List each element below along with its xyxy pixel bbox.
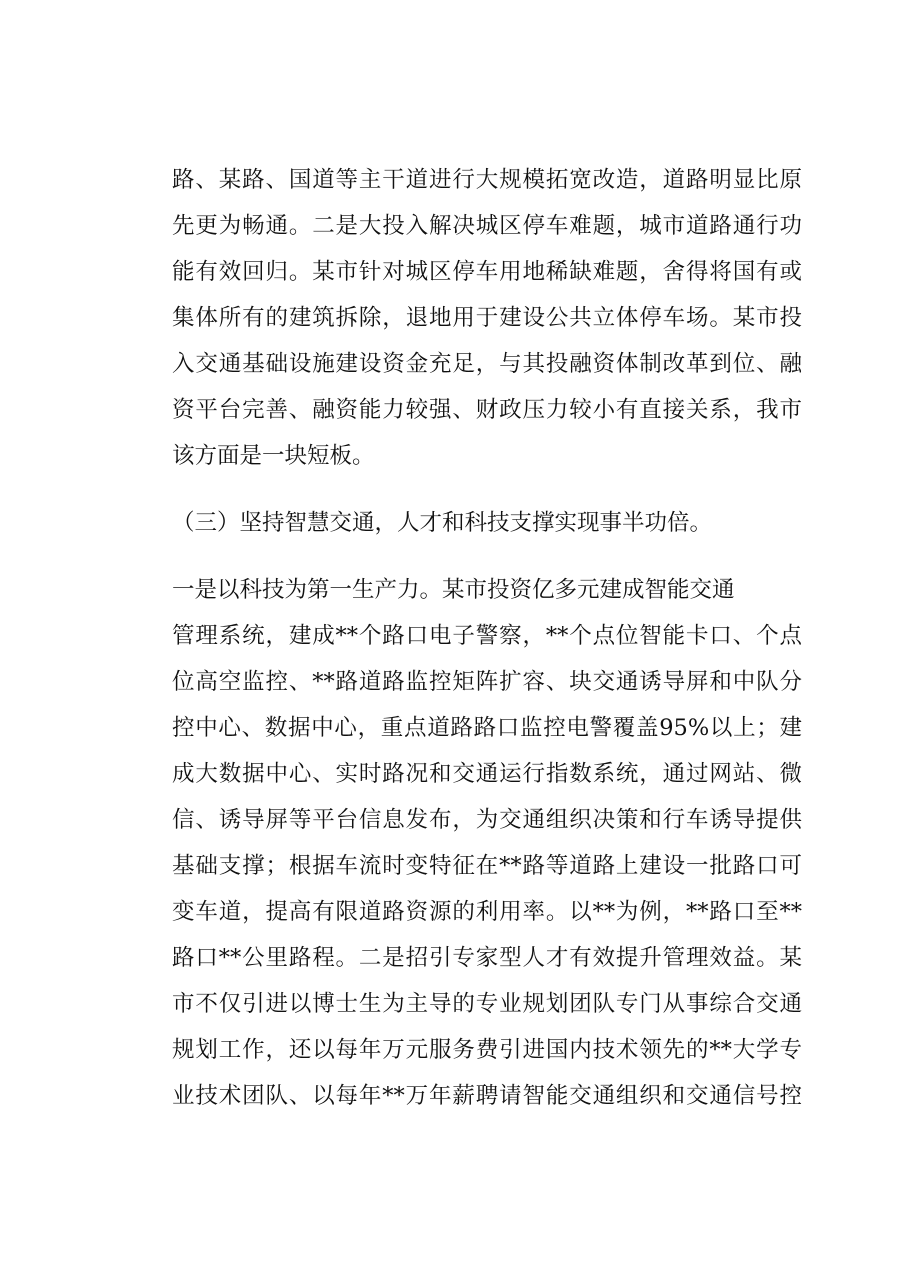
paragraph1-line-6: 资平台完善、融资能力较强、财政压力较小有直接关系，我市 <box>172 397 802 423</box>
paragraph1-line-2: 先更为畅通。二是大投入解决城区停车难题，城市道路通行功 <box>172 213 802 239</box>
paragraph2-line-2: 管理系统，建成**个路口电子警察，**个点位智能卡口、个点 <box>172 623 802 649</box>
paragraph2-line-4: 控中心、数据中心，重点道路路口监控电警覆盖95%以上；建 <box>172 715 802 741</box>
paragraph1-line-7: 该方面是一块短板。 <box>172 443 375 469</box>
paragraph1-line-1: 路、某路、国道等主干道进行大规模拓宽改造，道路明显比原 <box>172 167 802 193</box>
paragraph2-line-1: 一是以科技为第一生产力。某市投资亿多元建成智能交通 <box>172 577 735 603</box>
paragraph2-line-8: 变车道，提高有限道路资源的利用率。以**为例，**路口至** <box>172 899 802 925</box>
paragraph2-line-11: 规划工作，还以每年万元服务费引进国内技术领先的**大学专 <box>172 1037 802 1063</box>
paragraph1-line-5: 入交通基础设施建设资金充足，与其投融资体制改革到位、融 <box>172 351 802 377</box>
paragraph2-line-3: 位高空监控、**路道路监控矩阵扩容、块交通诱导屏和中队分 <box>172 669 802 695</box>
paragraph1-line-3: 能有效回归。某市针对城区停车用地稀缺难题，舍得将国有或 <box>172 259 802 285</box>
paragraph2-line-5: 成大数据中心、实时路况和交通运行指数系统，通过网站、微 <box>172 761 802 787</box>
paragraph2-line-6: 信、诱导屏等平台信息发布，为交通组织决策和行车诱导提供 <box>172 807 802 833</box>
paragraph2-line-9: 路口**公里路程。二是招引专家型人才有效提升管理效益。某 <box>172 945 802 971</box>
paragraph2-line-10: 市不仅引进以博士生为主导的专业规划团队专门从事综合交通 <box>172 991 802 1017</box>
paragraph2-line-7: 基础支撑；根据车流时变特征在**路等道路上建设一批路口可 <box>172 853 802 879</box>
paragraph1-line-4: 集体所有的建筑拆除，退地用于建设公共立体停车场。某市投 <box>172 305 802 331</box>
section-heading: （三）坚持智慧交通，人才和科技支撑实现事半功倍。 <box>172 510 713 536</box>
paragraph2-line-12: 业技术团队、以每年**万年薪聘请智能交通组织和交通信号控 <box>172 1083 802 1109</box>
